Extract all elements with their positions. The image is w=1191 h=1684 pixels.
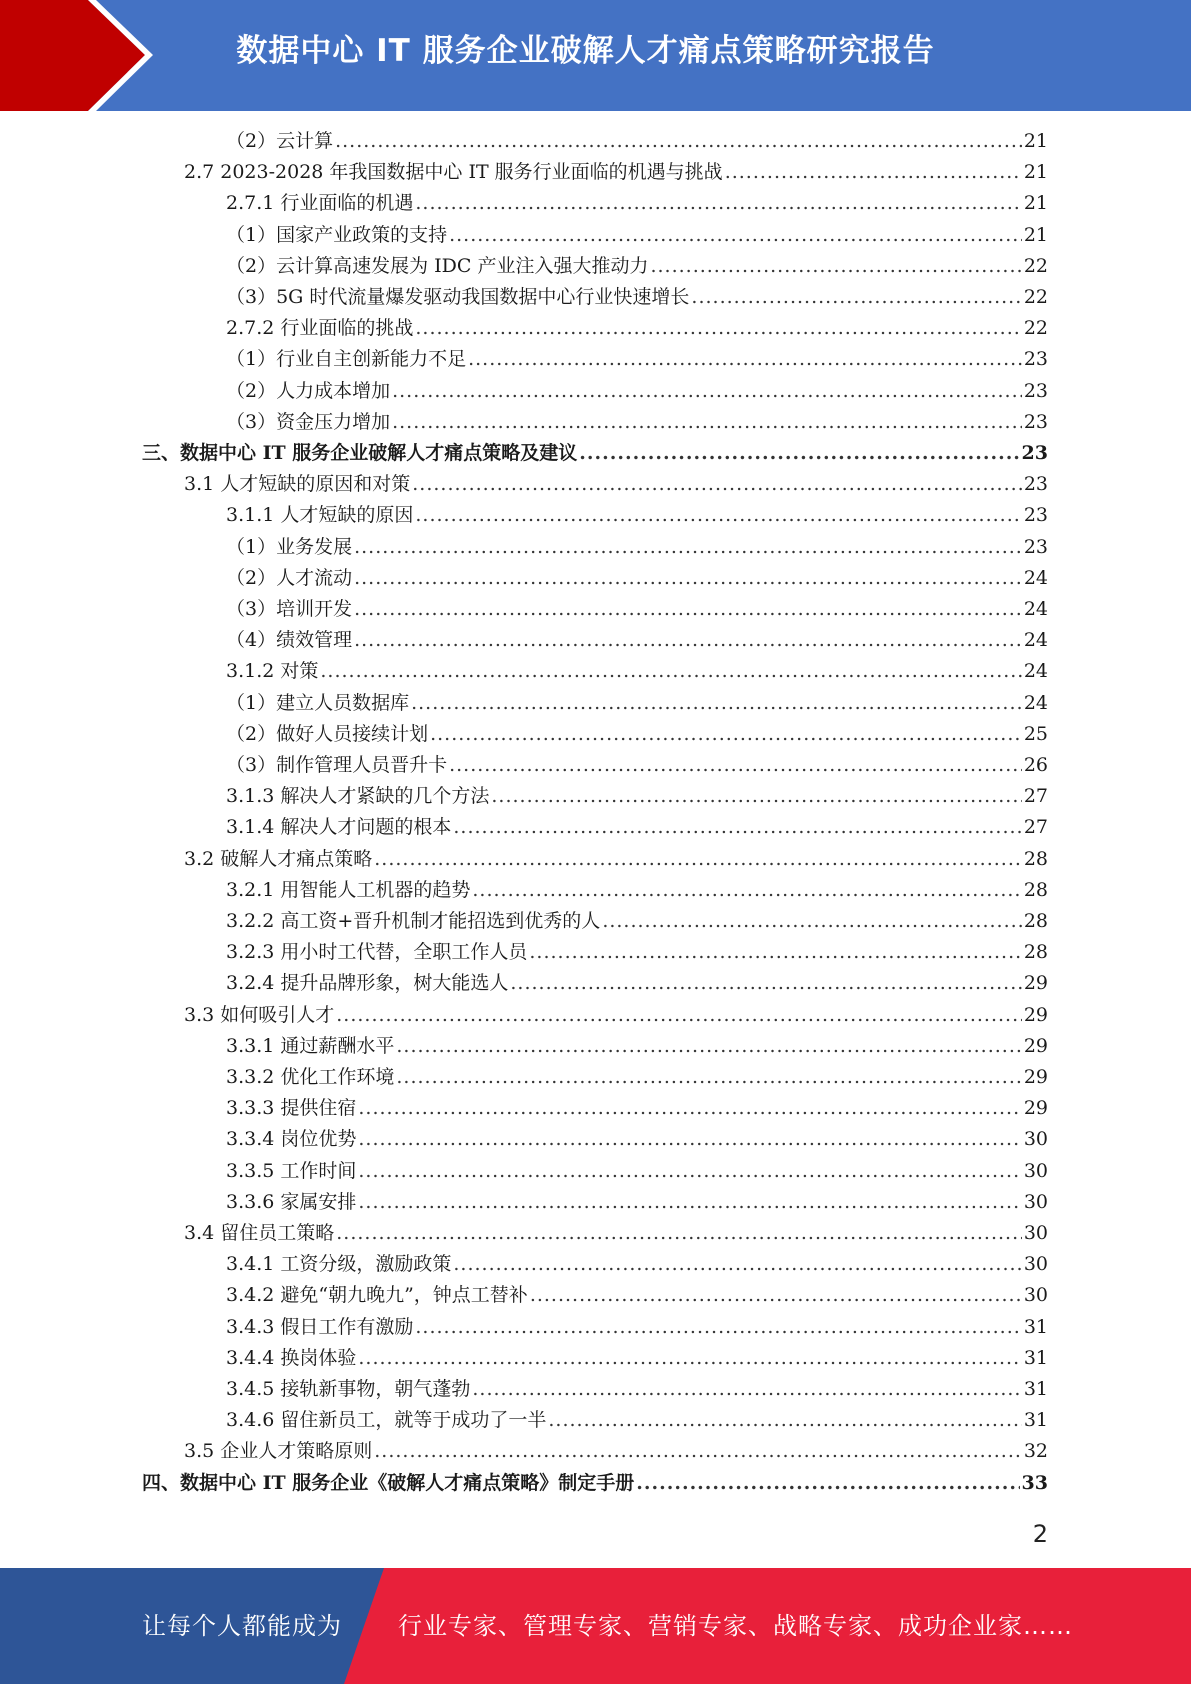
toc-entry[interactable] (226, 875, 1048, 906)
toc-leader-dots (358, 1343, 1021, 1374)
toc-entry[interactable] (226, 719, 1048, 750)
toc-leader-dots (354, 563, 1022, 594)
page-footer (0, 1568, 1191, 1684)
toc-entry-label: （3）资金压力增加 (226, 411, 391, 433)
toc-entry-label: 3.3 如何吸引人才 (184, 1004, 335, 1026)
toc-entry-label: （2）人力成本增加 (226, 380, 391, 402)
toc-entry-page: 32 (1023, 1440, 1048, 1462)
toc-leader-dots (510, 968, 1021, 999)
toc-entry[interactable] (226, 1156, 1048, 1187)
toc-leader-dots (725, 157, 1022, 188)
toc-entry-label: 3.1.1 人才短缺的原因 (226, 504, 414, 526)
toc-entry-page: 22 (1023, 317, 1048, 339)
toc-entry[interactable] (226, 532, 1048, 563)
toc-entry[interactable] (226, 1343, 1048, 1374)
toc-entry[interactable] (226, 500, 1048, 531)
toc-entry[interactable] (226, 906, 1048, 937)
toc-entry[interactable] (226, 688, 1048, 719)
toc-entry-page: 21 (1023, 130, 1048, 152)
toc-entry-label: （1）业务发展 (226, 536, 353, 558)
toc-leader-dots (358, 1124, 1021, 1155)
toc-entry-label: 3.3.5 工作时间 (226, 1160, 357, 1182)
toc-entry-label: 3.2 破解人才痛点策略 (184, 848, 373, 870)
toc-leader-dots (530, 1280, 1022, 1311)
toc-entry-page: 21 (1023, 192, 1048, 214)
toc-entry-label: 3.4.4 换岗体验 (226, 1347, 357, 1369)
toc-entry-page: 28 (1023, 848, 1048, 870)
toc-entry-page: 24 (1023, 660, 1048, 682)
toc-leader-dots (468, 344, 1022, 375)
toc-entry[interactable] (184, 1218, 1048, 1249)
toc-entry[interactable] (226, 1124, 1048, 1155)
toc-entry-page: 23 (1021, 442, 1048, 464)
footer-slogan-right: 行业专家、管理专家、营销专家、战略专家、成功企业家…… (398, 1612, 1073, 1640)
toc-entry-label: （3）制作管理人员晋升卡 (226, 754, 448, 776)
toc-entry[interactable] (226, 1280, 1048, 1311)
toc-entry-page: 22 (1023, 255, 1048, 277)
toc-entry-label: （2）人才流动 (226, 567, 353, 589)
toc-entry-label: （4）绩效管理 (226, 629, 353, 651)
toc-entry[interactable] (226, 750, 1048, 781)
toc-leader-dots (491, 781, 1021, 812)
toc-entry-label: 3.4.6 留住新员工，就等于成功了一半 (226, 1409, 547, 1431)
toc-entry[interactable] (226, 1093, 1048, 1124)
toc-entry-page: 31 (1023, 1347, 1048, 1369)
toc-entry[interactable] (226, 1312, 1048, 1343)
toc-leader-dots (358, 1187, 1021, 1218)
toc-entry-page: 24 (1023, 567, 1048, 589)
toc-leader-dots (374, 844, 1022, 875)
toc-entry-label: 3.1.4 解决人才问题的根本 (226, 816, 452, 838)
toc-entry[interactable] (226, 656, 1048, 687)
toc-entry[interactable] (226, 282, 1048, 313)
header-chevron-decoration (0, 0, 160, 111)
toc-leader-dots (411, 688, 1022, 719)
toc-leader-dots (602, 906, 1022, 937)
toc-entry[interactable] (226, 1374, 1048, 1405)
toc-entry-label: 2.7 2023-2028 年我国数据中心 IT 服务行业面临的机遇与挑战 (184, 161, 723, 183)
toc-entry-page: 23 (1023, 411, 1048, 433)
toc-entry-page: 29 (1023, 972, 1048, 994)
toc-entry-label: 3.3.2 优化工作环境 (226, 1066, 395, 1088)
toc-entry-label: 3.1.2 对策 (226, 660, 319, 682)
toc-entry-page: 31 (1023, 1378, 1048, 1400)
toc-leader-dots (320, 656, 1021, 687)
toc-entry-label: 2.7.2 行业面临的挑战 (226, 317, 414, 339)
toc-entry[interactable] (184, 844, 1048, 875)
toc-entry-label: 2.7.1 行业面临的机遇 (226, 192, 414, 214)
toc-entry-page: 23 (1023, 504, 1048, 526)
toc-entry[interactable] (226, 968, 1048, 999)
toc-entry-label: 3.3.1 通过薪酬水平 (226, 1035, 395, 1057)
toc-entry-label: 四、数据中心 IT 服务企业《破解人才痛点策略》制定手册 (142, 1472, 635, 1494)
toc-entry[interactable] (184, 1436, 1048, 1467)
toc-entry-page: 27 (1023, 816, 1048, 838)
toc-entry-page: 28 (1023, 879, 1048, 901)
toc-leader-dots (335, 126, 1022, 157)
toc-leader-dots (396, 1031, 1021, 1062)
toc-entry-label: 3.4.3 假日工作有激励 (226, 1316, 414, 1338)
toc-entry-page: 29 (1023, 1004, 1048, 1026)
toc-entry[interactable] (226, 188, 1048, 219)
toc-entry-label: 3.4.2 避免“朝九晚九”，钟点工替补 (226, 1284, 528, 1306)
toc-entry-page: 29 (1023, 1097, 1048, 1119)
toc-entry-label: 三、数据中心 IT 服务企业破解人才痛点策略及建议 (142, 442, 578, 464)
toc-entry-label: （2）做好人员接续计划 (226, 723, 429, 745)
report-title: 数据中心 IT 服务企业破解人才痛点策略研究报告 (236, 33, 935, 69)
toc-entry-page: 29 (1023, 1066, 1048, 1088)
toc-entry-label: （2）云计算 (226, 130, 334, 152)
toc-entry-label: 3.3.3 提供住宿 (226, 1097, 357, 1119)
toc-entry-label: 3.3.6 家属安排 (226, 1191, 357, 1213)
toc-entry-page: 24 (1023, 692, 1048, 714)
toc-entry-page: 23 (1023, 380, 1048, 402)
toc-leader-dots (374, 1436, 1022, 1467)
toc-entry-label: 3.4.1 工资分级，激励政策 (226, 1253, 452, 1275)
toc-entry-page: 30 (1023, 1128, 1048, 1150)
toc-entry[interactable] (226, 1062, 1048, 1093)
toc-leader-dots (415, 1312, 1021, 1343)
toc-entry-label: 3.4 留住员工策略 (184, 1222, 335, 1244)
toc-entry-page: 24 (1023, 629, 1048, 651)
toc-leader-dots (453, 812, 1021, 843)
toc-entry-page: 31 (1023, 1316, 1048, 1338)
toc-entry[interactable] (226, 812, 1048, 843)
toc-leader-dots (392, 376, 1022, 407)
toc-entry-label: 3.2.3 用小时工代替，全职工作人员 (226, 941, 528, 963)
toc-leader-dots (691, 282, 1021, 313)
toc-entry[interactable] (226, 563, 1048, 594)
toc-leader-dots (472, 1374, 1021, 1405)
footer-slogan-left: 让每个人都能成为 (142, 1612, 342, 1640)
toc-entry-page: 23 (1023, 348, 1048, 370)
page-header (0, 0, 1191, 111)
toc-entry-page: 28 (1023, 910, 1048, 932)
toc-leader-dots (354, 625, 1022, 656)
toc-entry[interactable] (226, 937, 1048, 968)
toc-leader-dots (579, 438, 1019, 469)
toc-entry[interactable] (226, 1249, 1048, 1280)
toc-entry-page: 21 (1023, 161, 1048, 183)
toc-leader-dots (336, 1000, 1022, 1031)
toc-entry-page: 29 (1023, 1035, 1048, 1057)
toc-entry-label: 3.2.2 高工资+晋升机制才能招选到优秀的人 (226, 910, 601, 932)
toc-entry[interactable] (184, 469, 1048, 500)
toc-entry-page: 33 (1021, 1472, 1048, 1494)
toc-entry[interactable] (226, 126, 1048, 157)
toc-entry-page: 23 (1023, 536, 1048, 558)
toc-entry-page: 30 (1023, 1222, 1048, 1244)
toc-entry[interactable] (142, 1468, 1048, 1499)
toc-entry-label: （1）行业自主创新能力不足 (226, 348, 467, 370)
toc-entry-label: 3.1.3 解决人才紧缺的几个方法 (226, 785, 490, 807)
toc-entry[interactable] (226, 376, 1048, 407)
toc-leader-dots (396, 1062, 1021, 1093)
toc-entry-page: 28 (1023, 941, 1048, 963)
toc-leader-dots (358, 1156, 1021, 1187)
toc-entry-page: 24 (1023, 598, 1048, 620)
toc-entry[interactable] (184, 1000, 1048, 1031)
toc-leader-dots (415, 500, 1021, 531)
toc-leader-dots (336, 1218, 1022, 1249)
toc-leader-dots (453, 1249, 1021, 1280)
toc-leader-dots (548, 1405, 1021, 1436)
toc-entry[interactable] (226, 220, 1048, 251)
toc-entry[interactable] (226, 1187, 1048, 1218)
toc-entry-page: 31 (1023, 1409, 1048, 1431)
toc-entry[interactable] (226, 407, 1048, 438)
toc-leader-dots (449, 750, 1022, 781)
toc-entry[interactable] (226, 1031, 1048, 1062)
toc-entry[interactable] (226, 781, 1048, 812)
toc-entry-label: （3）5G 时代流量爆发驱动我国数据中心行业快速增长 (226, 286, 690, 308)
toc-leader-dots (354, 532, 1022, 563)
toc-entry-label: （1）国家产业政策的支持 (226, 224, 448, 246)
toc-entry[interactable] (226, 625, 1048, 656)
toc-entry-label: 3.4.5 接轨新事物，朝气蓬勃 (226, 1378, 471, 1400)
toc-leader-dots (529, 937, 1021, 968)
toc-leader-dots (650, 251, 1021, 282)
toc-entry-label: （1）建立人员数据库 (226, 692, 410, 714)
toc-leader-dots (415, 313, 1021, 344)
toc-leader-dots (449, 220, 1022, 251)
toc-entry-page: 30 (1023, 1284, 1048, 1306)
toc-leader-dots (392, 407, 1022, 438)
toc-leader-dots (358, 1093, 1021, 1124)
toc-leader-dots (636, 1468, 1019, 1499)
toc-entry-page: 21 (1023, 224, 1048, 246)
toc-leader-dots (430, 719, 1022, 750)
toc-entry-label: 3.3.4 岗位优势 (226, 1128, 357, 1150)
toc-entry-label: （3）培训开发 (226, 598, 353, 620)
toc-leader-dots (412, 469, 1022, 500)
toc-entry-label: 3.2.1 用智能人工机器的趋势 (226, 879, 471, 901)
toc-entry-page: 30 (1023, 1191, 1048, 1213)
toc-entry[interactable] (226, 251, 1048, 282)
toc-entry[interactable] (142, 438, 1048, 469)
toc-entry-page: 22 (1023, 286, 1048, 308)
toc-entry[interactable] (226, 1405, 1048, 1436)
toc-entry-page: 27 (1023, 785, 1048, 807)
toc-entry-page: 23 (1023, 473, 1048, 495)
toc-leader-dots (415, 188, 1021, 219)
toc-entry-label: 3.5 企业人才策略原则 (184, 1440, 373, 1462)
toc-entry[interactable] (184, 157, 1048, 188)
toc-entry[interactable] (226, 344, 1048, 375)
toc-entry-page: 25 (1023, 723, 1048, 745)
toc-entry-label: 3.2.4 提升品牌形象，树大能选人 (226, 972, 509, 994)
toc-entry-page: 26 (1023, 754, 1048, 776)
toc-entry[interactable] (226, 594, 1048, 625)
toc-entry[interactable] (226, 313, 1048, 344)
page-number: 2 (1032, 1520, 1048, 1548)
toc-leader-dots (472, 875, 1021, 906)
toc-entry-label: 3.1 人才短缺的原因和对策 (184, 473, 411, 495)
toc-entry-label: （2）云计算高速发展为 IDC 产业注入强大推动力 (226, 255, 649, 277)
toc-leader-dots (354, 594, 1022, 625)
toc-entry-page: 30 (1023, 1160, 1048, 1182)
toc-entry-page: 30 (1023, 1253, 1048, 1275)
